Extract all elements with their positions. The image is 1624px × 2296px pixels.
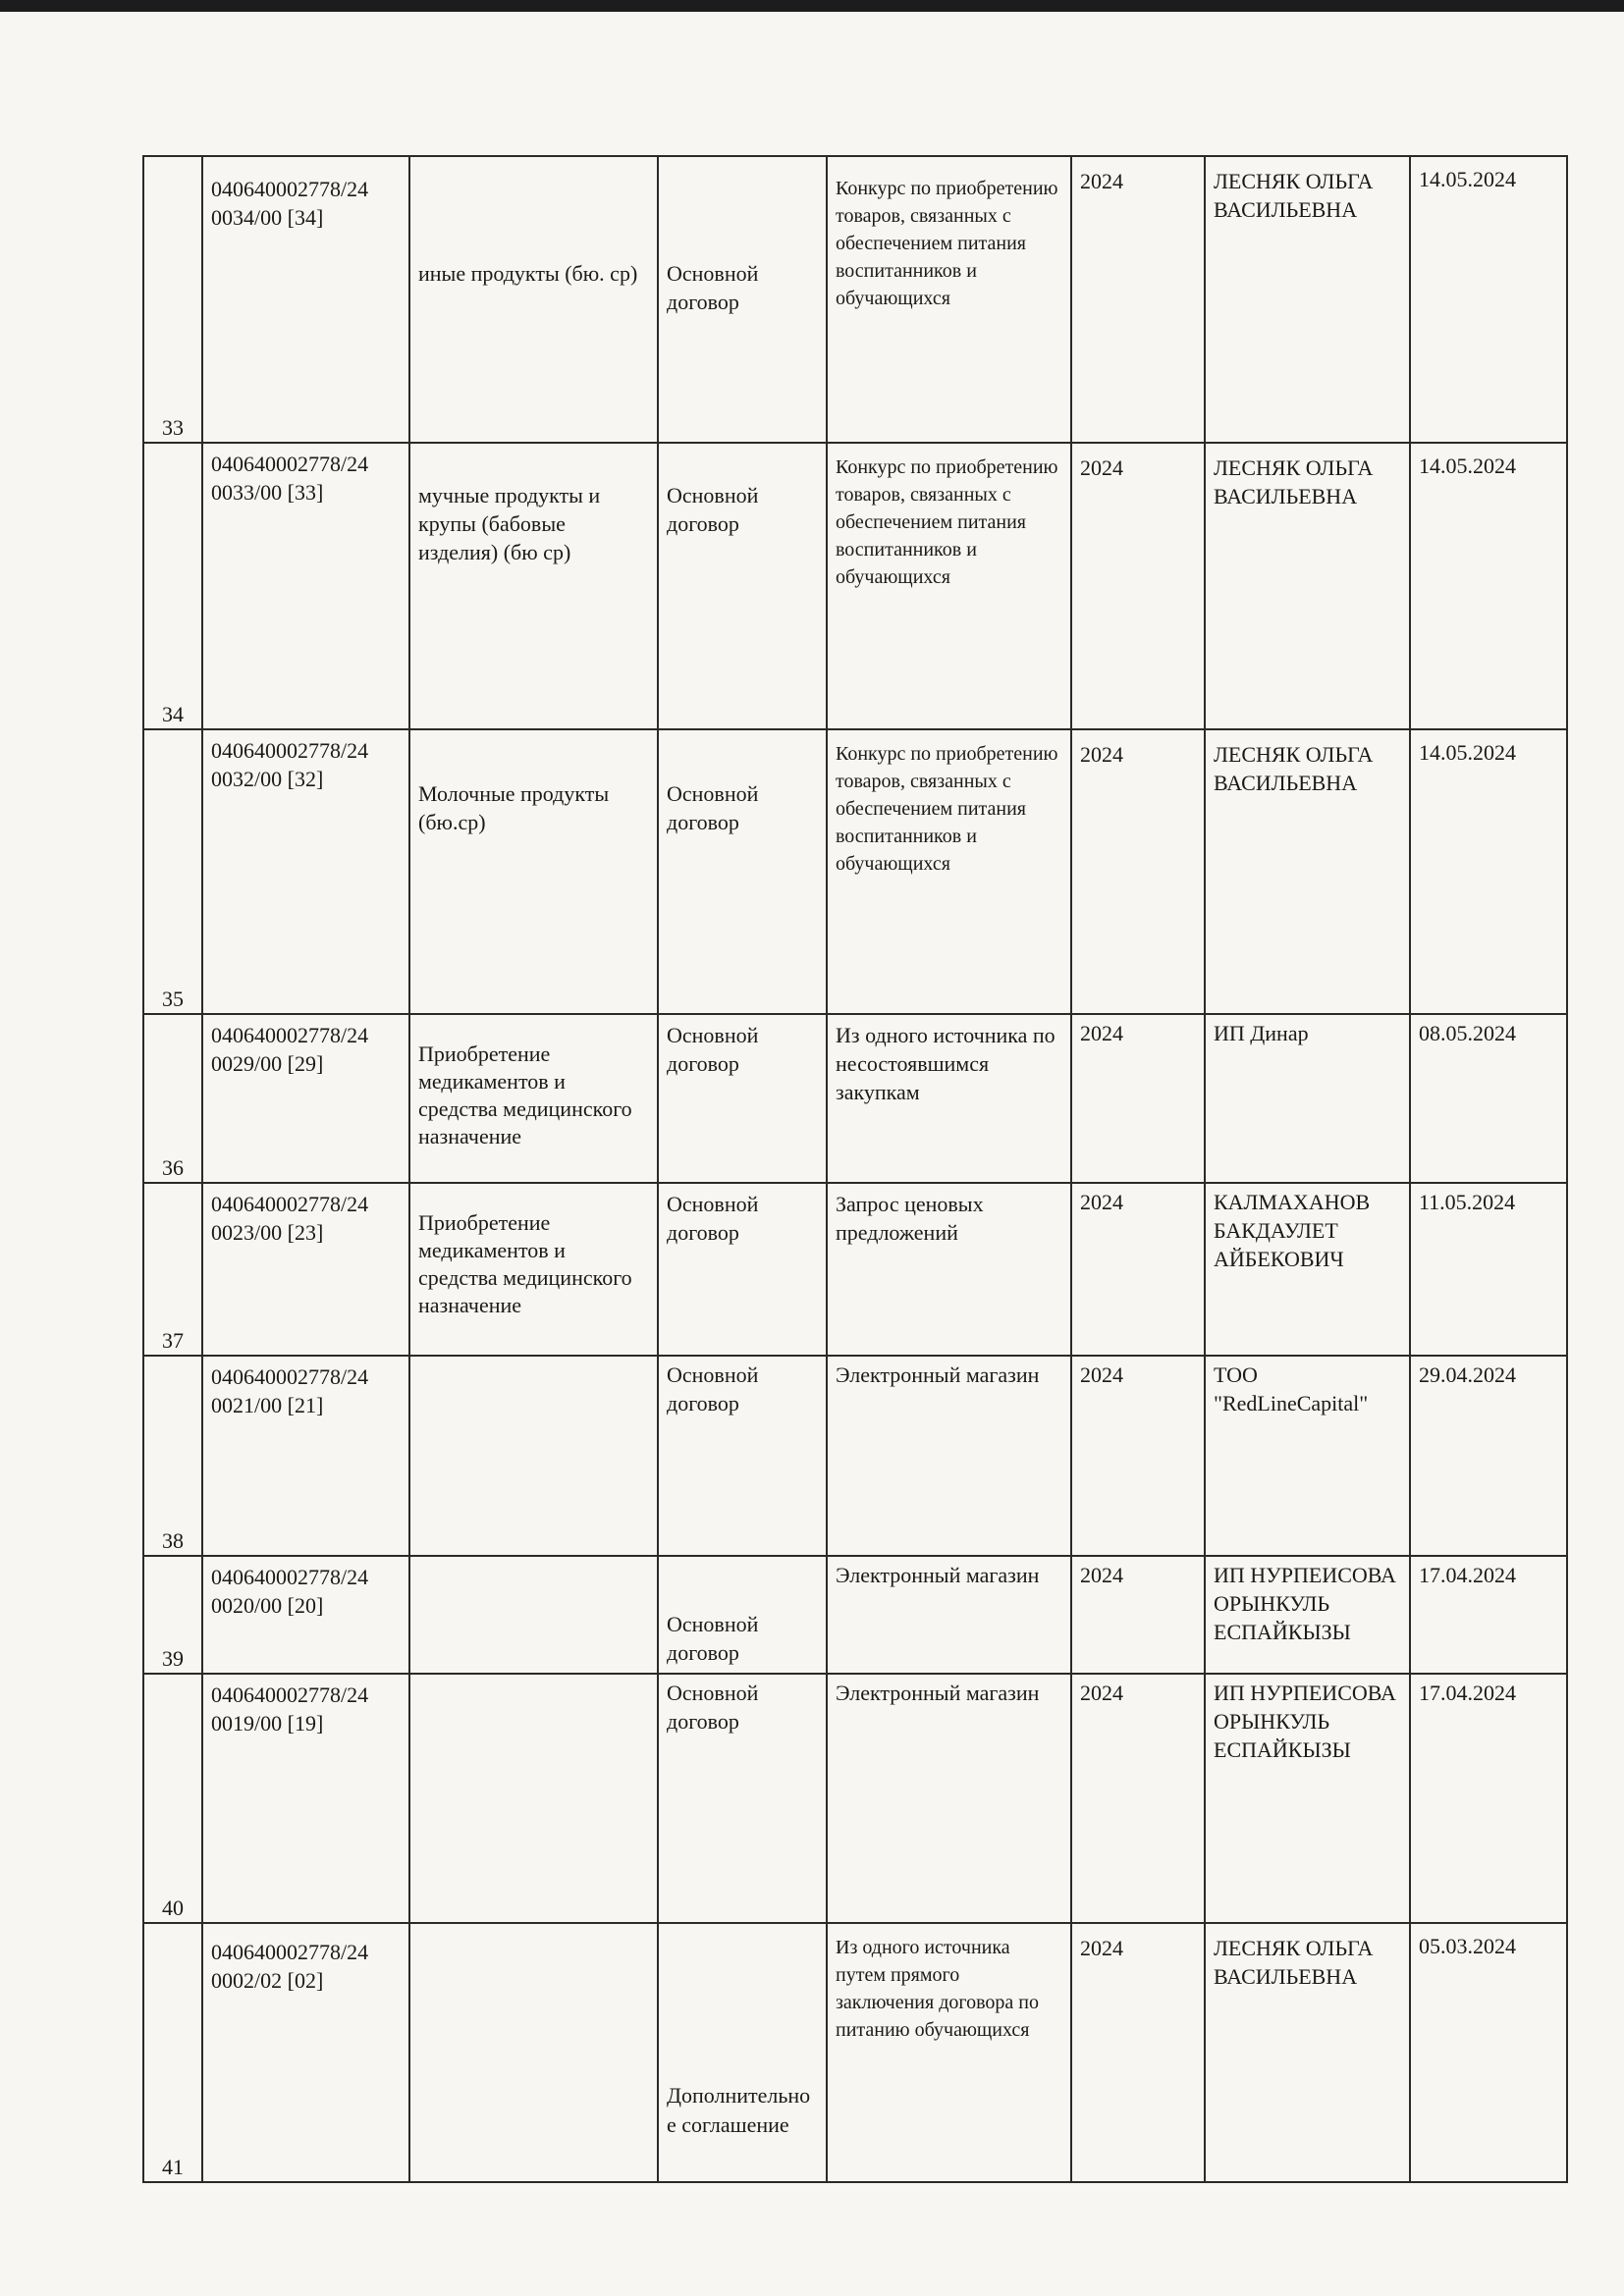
purchase-method: Запрос ценовых предложений (827, 1183, 1071, 1356)
table-row (143, 156, 1567, 443)
purchase-method: Конкурс по приобретению товаров, связанных с обеспечением питания воспитанников и обучающихся (827, 156, 1071, 443)
row-number: 40 (143, 1674, 202, 1923)
table-row (143, 1923, 1567, 2182)
contract-number (202, 156, 409, 443)
purchase-subject (409, 1923, 658, 2182)
contract-date: 17.04.2024 (1410, 1674, 1567, 1923)
contract-number-part2: 0019/00 [19] (211, 1711, 324, 1735)
contract-number (202, 1923, 409, 2182)
purchase-method: Из одного источника по несостоявшимся закупкам (827, 1014, 1071, 1183)
contract-number-part1: 040640002778/24 (211, 177, 369, 201)
purchase-subject: мучные продукты и крупы (бабовые изделия) (бю ср) (409, 443, 658, 729)
contract-date: 05.03.2024 (1410, 1923, 1567, 2182)
contract-year: 2024 (1071, 156, 1205, 443)
contract-type: Дополнительное соглашение (658, 1923, 827, 2182)
contract-date: 14.05.2024 (1410, 729, 1567, 1014)
row-number: 41 (143, 1923, 202, 2182)
contract-number (202, 443, 409, 729)
supplier: ТОО "RedLineCapital" (1205, 1356, 1410, 1556)
purchase-subject (409, 1356, 658, 1556)
contract-number-part1: 040640002778/24 (211, 1023, 369, 1047)
table-row (143, 1183, 1567, 1356)
contract-type: Основной договор (658, 1556, 827, 1674)
purchase-subject: иные продукты (бю. ср) (409, 156, 658, 443)
purchase-subject: Приобретение медикаментов и средства медицинского назначение (409, 1183, 658, 1356)
contract-date: 08.05.2024 (1410, 1014, 1567, 1183)
contract-year: 2024 (1071, 1014, 1205, 1183)
contract-year: 2024 (1071, 729, 1205, 1014)
contract-year: 2024 (1071, 1923, 1205, 2182)
contract-number (202, 1356, 409, 1556)
supplier: КАЛМАХАНОВ БАКДАУЛЕТ АЙБЕКОВИЧ (1205, 1183, 1410, 1356)
purchase-method: Электронный магазин (827, 1556, 1071, 1674)
purchase-subject (409, 1674, 658, 1923)
purchase-method: Электронный магазин (827, 1674, 1071, 1923)
contract-number (202, 1014, 409, 1183)
scan-top-edge (0, 0, 1624, 12)
supplier: ЛЕСНЯК ОЛЬГА ВАСИЛЬЕВНА (1205, 1923, 1410, 2182)
purchase-method: Из одного источника путем прямого заключения договора по питанию обучающихся (827, 1923, 1071, 2182)
row-number: 36 (143, 1014, 202, 1183)
contract-number-part1: 040640002778/24 (211, 1364, 369, 1389)
table-row (143, 443, 1567, 729)
table-row (143, 1014, 1567, 1183)
row-number: 34 (143, 443, 202, 729)
contract-number-part2: 0023/00 [23] (211, 1220, 324, 1245)
contract-number-part1: 040640002778/24 (211, 1565, 369, 1589)
contract-number-part2: 0034/00 [34] (211, 205, 324, 230)
contract-year: 2024 (1071, 1674, 1205, 1923)
row-number: 37 (143, 1183, 202, 1356)
contract-type: Основной договор (658, 729, 827, 1014)
contract-year: 2024 (1071, 443, 1205, 729)
contract-year: 2024 (1071, 1356, 1205, 1556)
table-row (143, 1556, 1567, 1674)
supplier: ЛЕСНЯК ОЛЬГА ВАСИЛЬЕВНА (1205, 443, 1410, 729)
contracts-table (142, 155, 1568, 2183)
contract-date: 29.04.2024 (1410, 1356, 1567, 1556)
table-row (143, 1674, 1567, 1923)
contract-date: 11.05.2024 (1410, 1183, 1567, 1356)
contract-number-part2: 0002/02 [02] (211, 1968, 324, 1993)
supplier: ИП НУРПЕИСОВА ОРЫНКУЛЬ ЕСПАЙКЫЗЫ (1205, 1556, 1410, 1674)
supplier: ЛЕСНЯК ОЛЬГА ВАСИЛЬЕВНА (1205, 729, 1410, 1014)
contract-date: 17.04.2024 (1410, 1556, 1567, 1674)
purchase-subject: Приобретение медикаментов и средства медицинского назначение (409, 1014, 658, 1183)
contract-number-part2: 0032/00 [32] (211, 767, 324, 791)
row-number: 39 (143, 1556, 202, 1674)
row-number: 38 (143, 1356, 202, 1556)
contract-number (202, 1674, 409, 1923)
contract-number-part1: 040640002778/24 (211, 1192, 369, 1216)
contract-type: Основной договор (658, 156, 827, 443)
contract-year: 2024 (1071, 1183, 1205, 1356)
table-row (143, 729, 1567, 1014)
contract-type: Основной договор (658, 443, 827, 729)
row-number: 35 (143, 729, 202, 1014)
contract-number-part2: 0033/00 [33] (211, 480, 324, 505)
table-row (143, 1356, 1567, 1556)
contract-number-part2: 0021/00 [21] (211, 1393, 324, 1417)
contract-date: 14.05.2024 (1410, 156, 1567, 443)
contract-number-part2: 0029/00 [29] (211, 1051, 324, 1076)
contract-year: 2024 (1071, 1556, 1205, 1674)
contract-date: 14.05.2024 (1410, 443, 1567, 729)
contract-number (202, 1183, 409, 1356)
contract-type: Основной договор (658, 1674, 827, 1923)
purchase-method: Конкурс по приобретению товаров, связанных с обеспечением питания воспитанников и обучающихся (827, 729, 1071, 1014)
contract-number-part1: 040640002778/24 (211, 1682, 369, 1707)
contract-number-part1: 040640002778/24 (211, 738, 369, 763)
purchase-subject: Молочные продукты (бю.ср) (409, 729, 658, 1014)
purchase-subject (409, 1556, 658, 1674)
supplier: ИП НУРПЕИСОВА ОРЫНКУЛЬ ЕСПАЙКЫЗЫ (1205, 1674, 1410, 1923)
contract-number-part1: 040640002778/24 (211, 452, 369, 476)
contract-number-part1: 040640002778/24 (211, 1940, 369, 1964)
row-number: 33 (143, 156, 202, 443)
supplier: ИП Динар (1205, 1014, 1410, 1183)
contract-number (202, 1556, 409, 1674)
purchase-method: Электронный магазин (827, 1356, 1071, 1556)
contract-type: Основной договор (658, 1014, 827, 1183)
supplier: ЛЕСНЯК ОЛЬГА ВАСИЛЬЕВНА (1205, 156, 1410, 443)
purchase-method: Конкурс по приобретению товаров, связанных с обеспечением питания воспитанников и обучающихся (827, 443, 1071, 729)
contract-number-part2: 0020/00 [20] (211, 1593, 324, 1618)
contract-number (202, 729, 409, 1014)
contract-type: Основной договор (658, 1183, 827, 1356)
contract-type: Основной договор (658, 1356, 827, 1556)
